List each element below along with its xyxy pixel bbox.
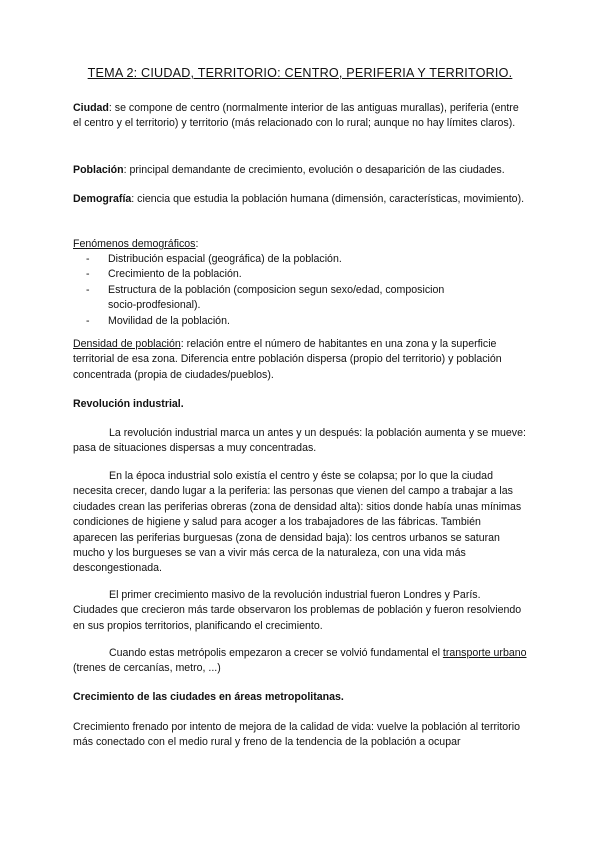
densidad-term: Densidad de población [73, 338, 181, 350]
list-item [73, 267, 528, 282]
bullet-dash: - [86, 283, 90, 296]
list-item-text: Estructura de la población (composicion segun sexo/edad, composicion socio-prodfesional). [108, 283, 445, 312]
bullet-dash: - [86, 268, 90, 281]
ciudad-text: : se compone de centro (normalmente interior de las antiguas murallas), periferia (entre el centro y el territorio) y territorio (más relacionado con lo rural; aunque no hay límites claros). [73, 102, 519, 130]
revolucion-paragraph-4 [73, 646, 528, 677]
ciudad-definition [73, 101, 528, 132]
p4-text-b: (trenes de cercanías, metro, ...) [73, 662, 221, 675]
transporte-urbano-link: transporte urbano [442, 647, 527, 659]
demografia-text: : ciencia que estudia la población humana (dimensión, características, movimiento). [131, 193, 525, 205]
bullet-dash: - [86, 253, 90, 265]
bullet-dash: - [86, 314, 90, 327]
fenomenos-list [73, 252, 528, 329]
demografia-term: Demografía [73, 193, 132, 205]
densidad-definition [73, 337, 528, 383]
poblacion-text: : principal demandante de crecimiento, evolución o desaparición de las ciudades. [123, 164, 505, 176]
list-item-text: Distribución espacial (geográfica) de la población. [108, 253, 342, 265]
revolucion-heading-text: Revolución industrial. [73, 398, 184, 410]
crecimiento-heading-text: Crecimiento de las ciudades en áreas metropolitanas. [73, 691, 344, 703]
crecimiento-paragraph-1: Crecimiento frenado por intento de mejora de la calidad de vida: vuelve la población al territorio más conectado con el medio rural y freno de la tendencia de la población a ocupar [73, 721, 520, 749]
revolucion-paragraph-1: La revolución industrial marca un antes y un después: la población aumenta y se mueve: pasa de situaciones dispersas a muy concentradas. [73, 427, 526, 455]
page-title: TEMA 2: CIUDAD, TERRITORIO: CENTRO, PERIFERIA Y TERRITORIO. [87, 66, 513, 80]
revolucion-heading [73, 397, 528, 412]
list-item-text: Crecimiento de la población. [108, 268, 242, 281]
list-item [73, 283, 528, 314]
fenomenos-heading: Fenómenos demográficos [73, 238, 196, 250]
ciudad-term: Ciudad [73, 102, 109, 114]
poblacion-definition [73, 163, 528, 178]
fenomenos-colon: : [195, 238, 199, 250]
crecimiento-heading [73, 690, 528, 705]
list-item [73, 252, 528, 267]
p4-text-a: Cuando estas metrópolis empezaron a crecer se volvió fundamental el [109, 647, 443, 659]
revolucion-paragraph-3: El primer crecimiento masivo de la revolución industrial fueron Londres y París. Ciudades que crecieron más tarde observaron los problemas de población y fueron resolviendo en sus propios territorios, planificando el crecimiento. [73, 589, 522, 632]
fenomenos-heading-line [73, 237, 528, 252]
list-item-text: Movilidad de la población. [108, 314, 230, 327]
densidad-text: : relación entre el número de habitantes en una zona y la superficie territorial de esa zona. Diferencia entre población dispersa (propio del territorio) y población concentrada (propia de ciudades/pueblos). [73, 338, 502, 381]
demografia-definition [73, 192, 528, 207]
list-item [73, 314, 528, 329]
poblacion-term: Población [73, 164, 124, 176]
revolucion-paragraph-2: En la época industrial solo existía el centro y éste se colapsa; por lo que la ciudad necesita crecer, dando lugar a la periferia: las personas que vienen del campo a trabajar a las ciudades crean las periferias obreras (zona de densidad alta): sitios donde había unas mínimas condiciones de higiene y salud para acoger a los trabajadores de las fábricas. También aparecen las periferias burguesas (zona de densidad baja): los centros urbanos se saturan mucho y los burgueses se van a vivir más cerca de la naturaleza, con una vida más descongestionada. [73, 470, 522, 575]
